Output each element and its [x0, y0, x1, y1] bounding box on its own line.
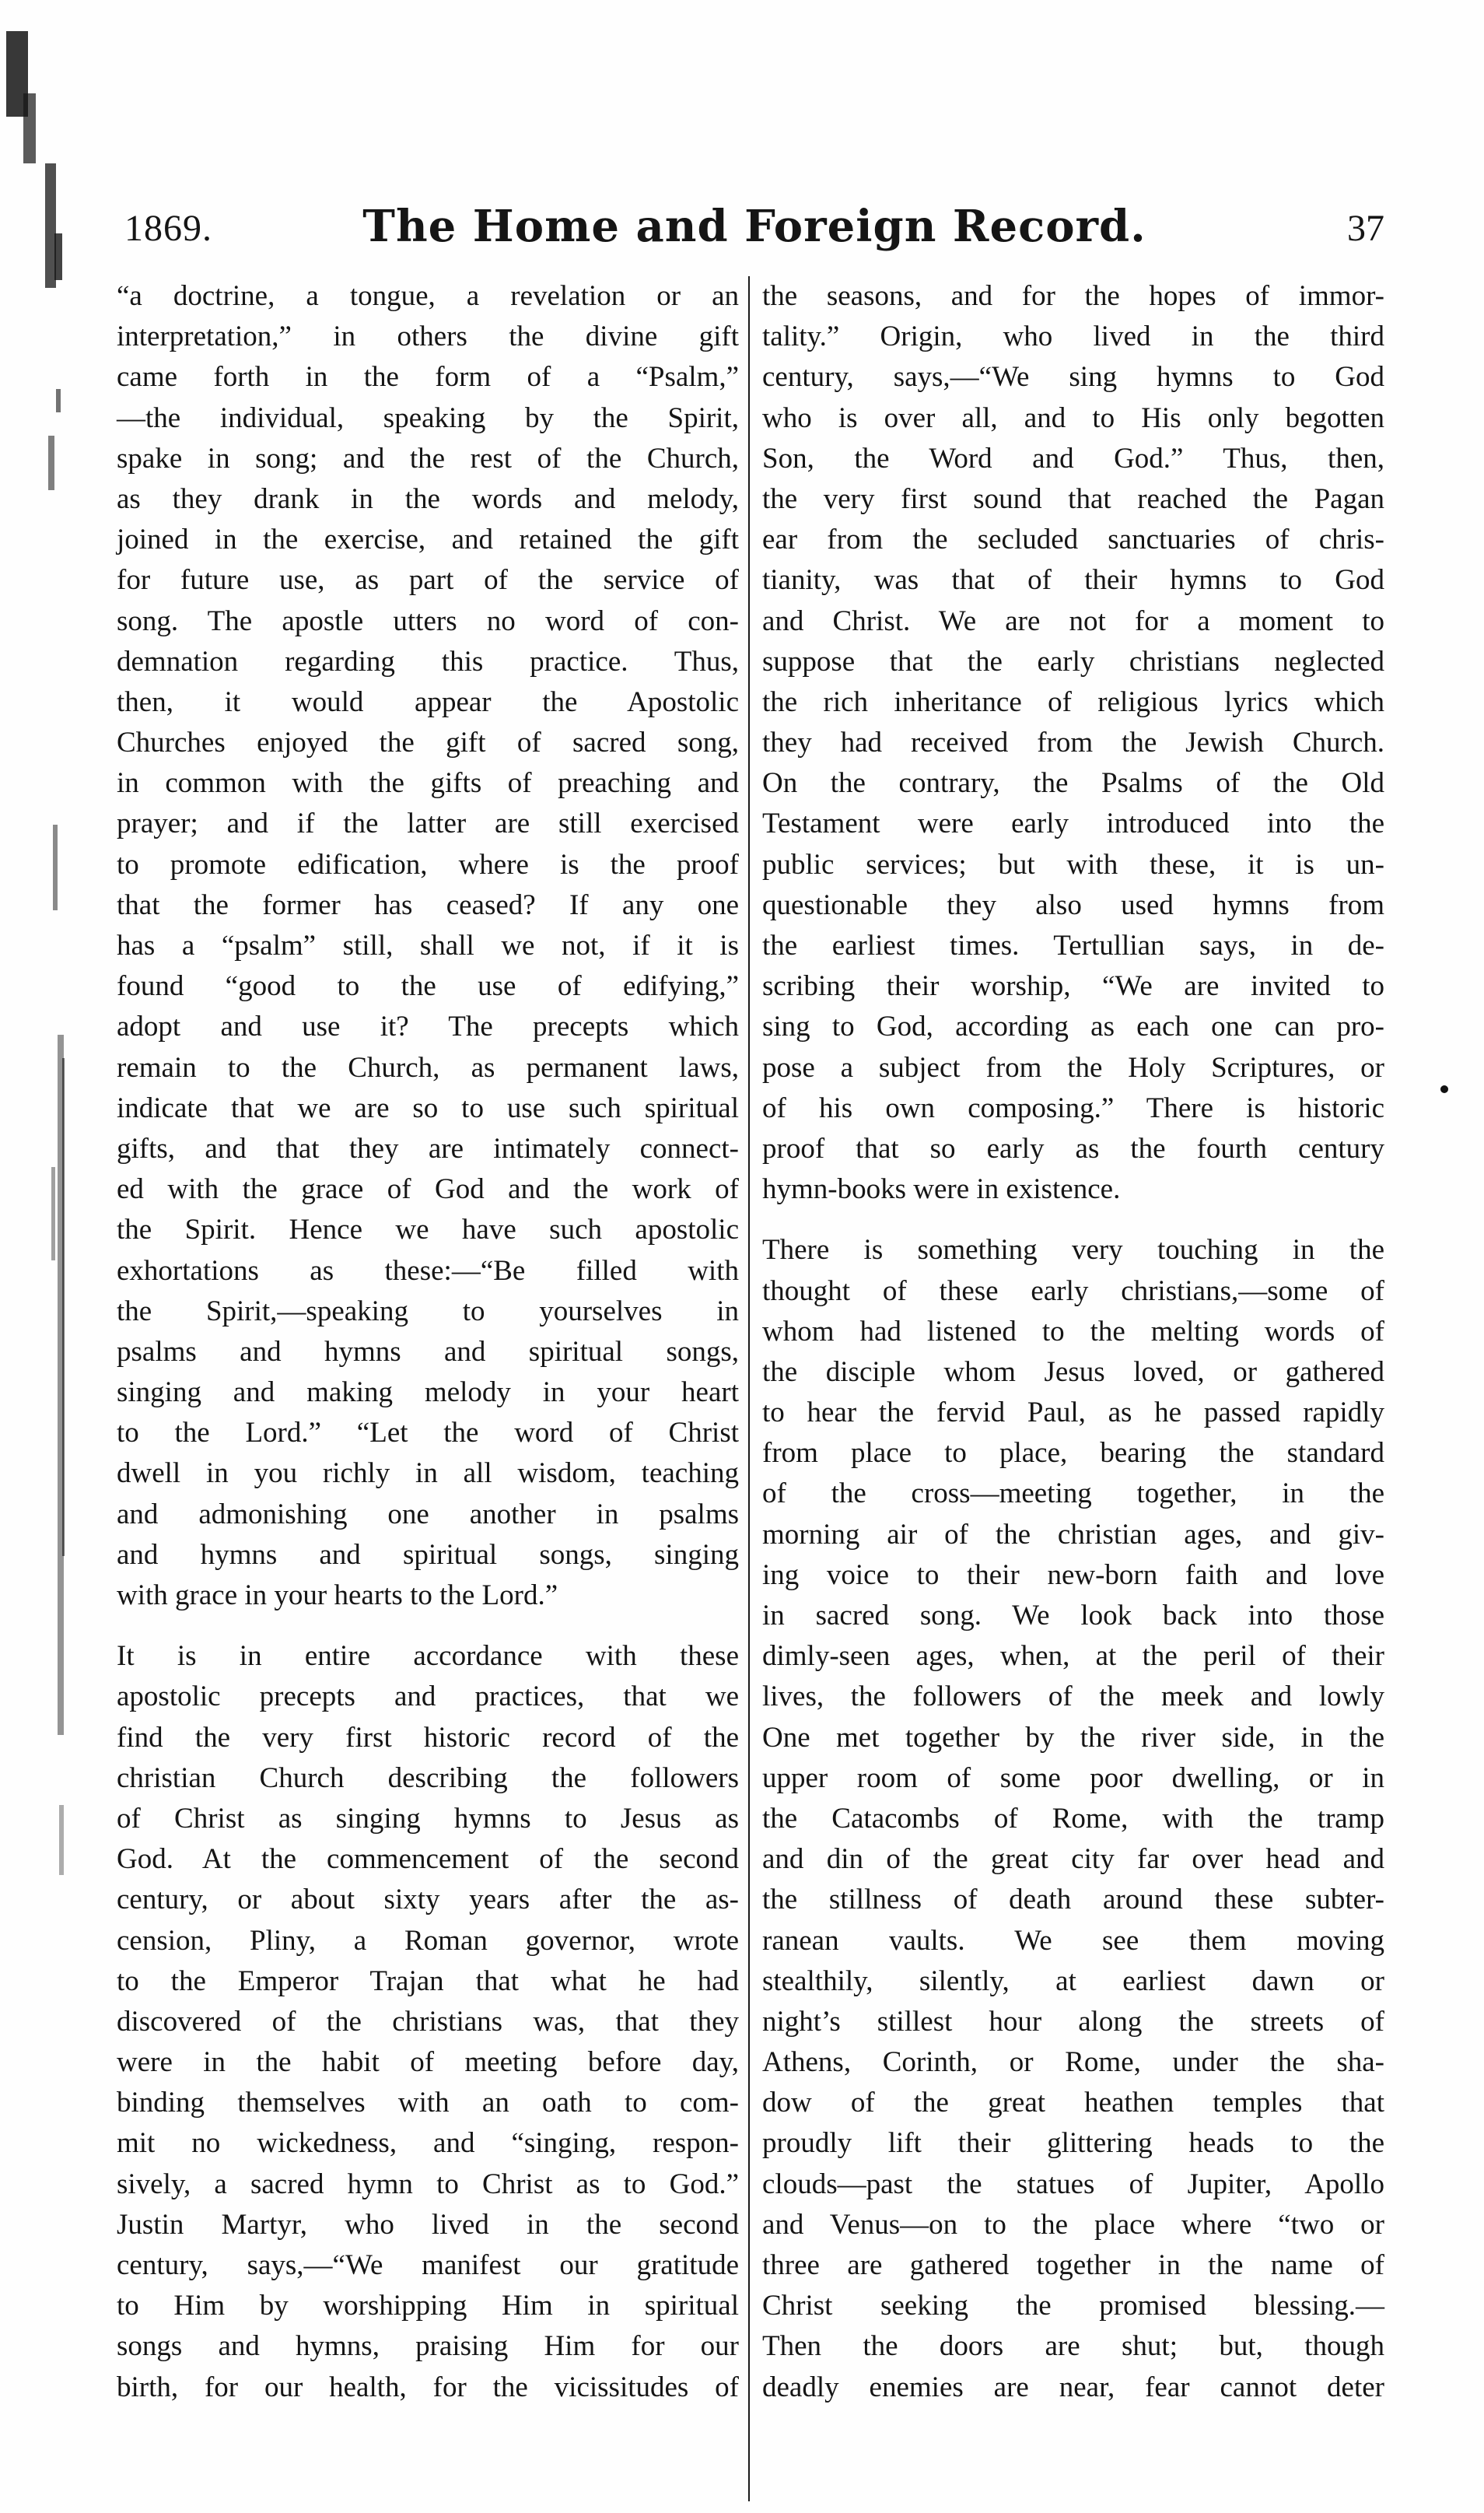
text-line: the Catacombs of Rome, with the tramp [762, 1802, 1384, 1835]
text-line: upper room of some poor dwelling, or in [762, 1761, 1384, 1794]
text-line: God. At the commencement of the second [117, 1843, 739, 1876]
text-line: questionable they also used hymns from [762, 888, 1384, 921]
text-line: song. The apostle utters no word of con- [117, 605, 739, 637]
text-line: in sacred song. We look back into those [762, 1600, 1384, 1632]
text-line: the rich inheritance of religious lyrics which [762, 685, 1384, 718]
right-paragraph-2 [762, 1230, 1384, 2407]
text-line: apostolic precepts and practices, that we [117, 1681, 739, 1713]
text-line: of Christ as singing hymns to Jesus as [117, 1802, 739, 1835]
text-line: morning air of the christian ages, and giv- [762, 1518, 1384, 1551]
text-line: pose a subject from the Holy Scriptures, or [762, 1051, 1384, 1084]
text-line: has a “psalm” still, shall we not, if it is [117, 930, 739, 962]
text-line: discovered of the christians was, that they [117, 2005, 739, 2038]
text-line: century, says,—“We sing hymns to God [762, 361, 1384, 394]
stray-ink-dot [1440, 1085, 1448, 1093]
scan-edge-artifact [0, 0, 74, 2513]
text-line: scribing their worship, “We are invited to [762, 970, 1384, 1003]
text-line: to hear the fervid Paul, as he passed rapidly [762, 1397, 1384, 1429]
left-paragraph-2 [117, 1636, 739, 2408]
text-line: of the cross—meeting together, in the [762, 1477, 1384, 1510]
text-line: gifts, and that they are intimately connect- [117, 1132, 739, 1165]
text-line: interpretation,” in others the divine gift [117, 321, 739, 353]
text-line: singing and making melody in your heart [117, 1376, 739, 1409]
text-line: and din of the great city far over head and [762, 1843, 1384, 1876]
text-line: birth, for our health, for the vicissitudes of [117, 2371, 739, 2403]
text-line: Athens, Corinth, or Rome, under the sha- [762, 2046, 1384, 2079]
text-line: public services; but with these, it is un- [762, 848, 1384, 881]
text-line: spake in song; and the rest of the Church, [117, 442, 739, 475]
text-line: the earliest times. Tertullian says, in de- [762, 930, 1384, 962]
text-line: night’s stillest hour along the streets of [762, 2005, 1384, 2038]
text-line: sing to God, according as each one can pro- [762, 1011, 1384, 1043]
text-line: the disciple whom Jesus loved, or gathered [762, 1355, 1384, 1388]
text-line: and hymns and spiritual songs, singing [117, 1538, 739, 1571]
column-rule [748, 276, 750, 2501]
text-line: psalms and hymns and spiritual songs, [117, 1335, 739, 1368]
text-line: christian Church describing the followers [117, 1761, 739, 1794]
right-column [762, 276, 1384, 2501]
paragraph-gap [117, 1616, 739, 1636]
text-line: the very first sound that reached the Pagan [762, 482, 1384, 515]
text-line: century, or about sixty years after the as- [117, 1884, 739, 1916]
text-line: for future use, as part of the service of [117, 564, 739, 597]
text-line: from place to place, bearing the standard [762, 1437, 1384, 1470]
text-line: joined in the exercise, and retained the gift [117, 524, 739, 556]
text-line: exhortations as these:—“Be filled with [117, 1254, 739, 1287]
left-paragraph-1 [117, 276, 739, 1616]
text-line: to promote edification, where is the proof [117, 848, 739, 881]
text-line: stealthily, silently, at earliest dawn or [762, 1964, 1384, 1997]
text-line: the stillness of death around these subter- [762, 1884, 1384, 1916]
text-line: One met together by the river side, in the [762, 1721, 1384, 1754]
text-line: Justin Martyr, who lived in the second [117, 2208, 739, 2241]
text-line: the Spirit,—speaking to yourselves in [117, 1295, 739, 1327]
page-number: 37 [1347, 208, 1384, 249]
text-line: songs and hymns, praising Him for our [117, 2330, 739, 2363]
text-line: in common with the gifts of preaching and [117, 767, 739, 800]
text-line: of his own composing.” There is historic [762, 1092, 1384, 1124]
text-line: binding themselves with an oath to com- [117, 2087, 739, 2119]
text-line: that the former has ceased? If any one [117, 888, 739, 921]
text-line: adopt and use it? The precepts which [117, 1011, 739, 1043]
text-line: as they drank in the words and melody, [117, 482, 739, 515]
text-line: lives, the followers of the meek and lowly [762, 1681, 1384, 1713]
text-line: came forth in the form of a “Psalm,” [117, 361, 739, 394]
text-line: It is in entire accordance with these [117, 1640, 739, 1673]
text-line: Testament were early introduced into the [762, 808, 1384, 840]
text-line: tianity, was that of their hymns to God [762, 564, 1384, 597]
text-line: ed with the grace of God and the work of [117, 1173, 739, 1206]
text-line: suppose that the early christians neglected [762, 645, 1384, 678]
text-line: indicate that we are so to use such spiritual [117, 1092, 739, 1124]
text-line: three are gathered together in the name of [762, 2249, 1384, 2281]
text-line: find the very first historic record of the [117, 1721, 739, 1754]
text-line: remain to the Church, as permanent laws, [117, 1051, 739, 1084]
text-line: There is something very touching in the [762, 1234, 1384, 1267]
text-line: to the Emperor Trajan that what he had [117, 1964, 739, 1997]
text-line: ear from the secluded sanctuaries of chris- [762, 524, 1384, 556]
text-line: hymn-books were in existence. [762, 1173, 1121, 1206]
text-line: the Spirit. Hence we have such apostolic [117, 1214, 739, 1246]
text-line: who is over all, and to His only begotten [762, 401, 1384, 434]
journal-title: The Home and Foreign Record. [362, 201, 1146, 252]
text-line: the seasons, and for the hopes of immor- [762, 280, 1384, 312]
text-line: they had received from the Jewish Church. [762, 727, 1384, 759]
text-line: dimly-seen ages, when, at the peril of their [762, 1640, 1384, 1673]
text-line: On the contrary, the Psalms of the Old [762, 767, 1384, 800]
text-line: proof that so early as the fourth century [762, 1132, 1384, 1165]
text-line: found “good to the use of edifying,” [117, 970, 739, 1003]
text-line: Christ seeking the promised blessing.— [762, 2290, 1384, 2322]
text-line: dwell in you richly in all wisdom, teaching [117, 1457, 739, 1490]
text-line: to Him by worshipping Him in spiritual [117, 2290, 739, 2322]
running-header [124, 196, 1384, 266]
right-paragraph-1 [762, 276, 1384, 1210]
text-line: proudly lift their glittering heads to the [762, 2127, 1384, 2160]
text-line: clouds—past the statues of Jupiter, Apollo [762, 2168, 1384, 2200]
text-line: with grace in your hearts to the Lord.” [117, 1579, 558, 1611]
text-line: Then the doors are shut; but, though [762, 2330, 1384, 2363]
paragraph-gap [762, 1210, 1384, 1230]
text-line: then, it would appear the Apostolic [117, 685, 739, 718]
text-line: and admonishing one another in psalms [117, 1498, 739, 1530]
text-line: prayer; and if the latter are still exercised [117, 808, 739, 840]
text-columns [117, 276, 1384, 2501]
text-line: demnation regarding this practice. Thus, [117, 645, 739, 678]
text-line: Churches enjoyed the gift of sacred song, [117, 727, 739, 759]
left-column [117, 276, 739, 2501]
text-line: dow of the great heathen temples that [762, 2087, 1384, 2119]
text-line: sively, a sacred hymn to Christ as to God.” [117, 2168, 739, 2200]
page-year: 1869. [124, 208, 212, 249]
text-line: —the individual, speaking by the Spirit, [117, 401, 739, 434]
text-line: whom had listened to the melting words of [762, 1315, 1384, 1348]
text-line: century, says,—“We manifest our gratitude [117, 2249, 739, 2281]
text-line: tality.” Origin, who lived in the third [762, 321, 1384, 353]
text-line: and Christ. We are not for a moment to [762, 605, 1384, 637]
text-line: Son, the Word and God.” Thus, then, [762, 442, 1384, 475]
text-line: deadly enemies are near, fear cannot deter [762, 2371, 1384, 2403]
text-line: were in the habit of meeting before day, [117, 2046, 739, 2079]
text-line: thought of these early christians,—some of [762, 1274, 1384, 1307]
text-line: “a doctrine, a tongue, a revelation or an [117, 280, 739, 312]
text-line: to the Lord.” “Let the word of Christ [117, 1417, 739, 1449]
text-line: ranean vaults. We see them moving [762, 1924, 1384, 1957]
text-line: mit no wickedness, and “singing, respon- [117, 2127, 739, 2160]
text-line: ing voice to their new-born faith and love [762, 1558, 1384, 1591]
text-line: and Venus—on to the place where “two or [762, 2208, 1384, 2241]
text-line: cension, Pliny, a Roman governor, wrote [117, 1924, 739, 1957]
